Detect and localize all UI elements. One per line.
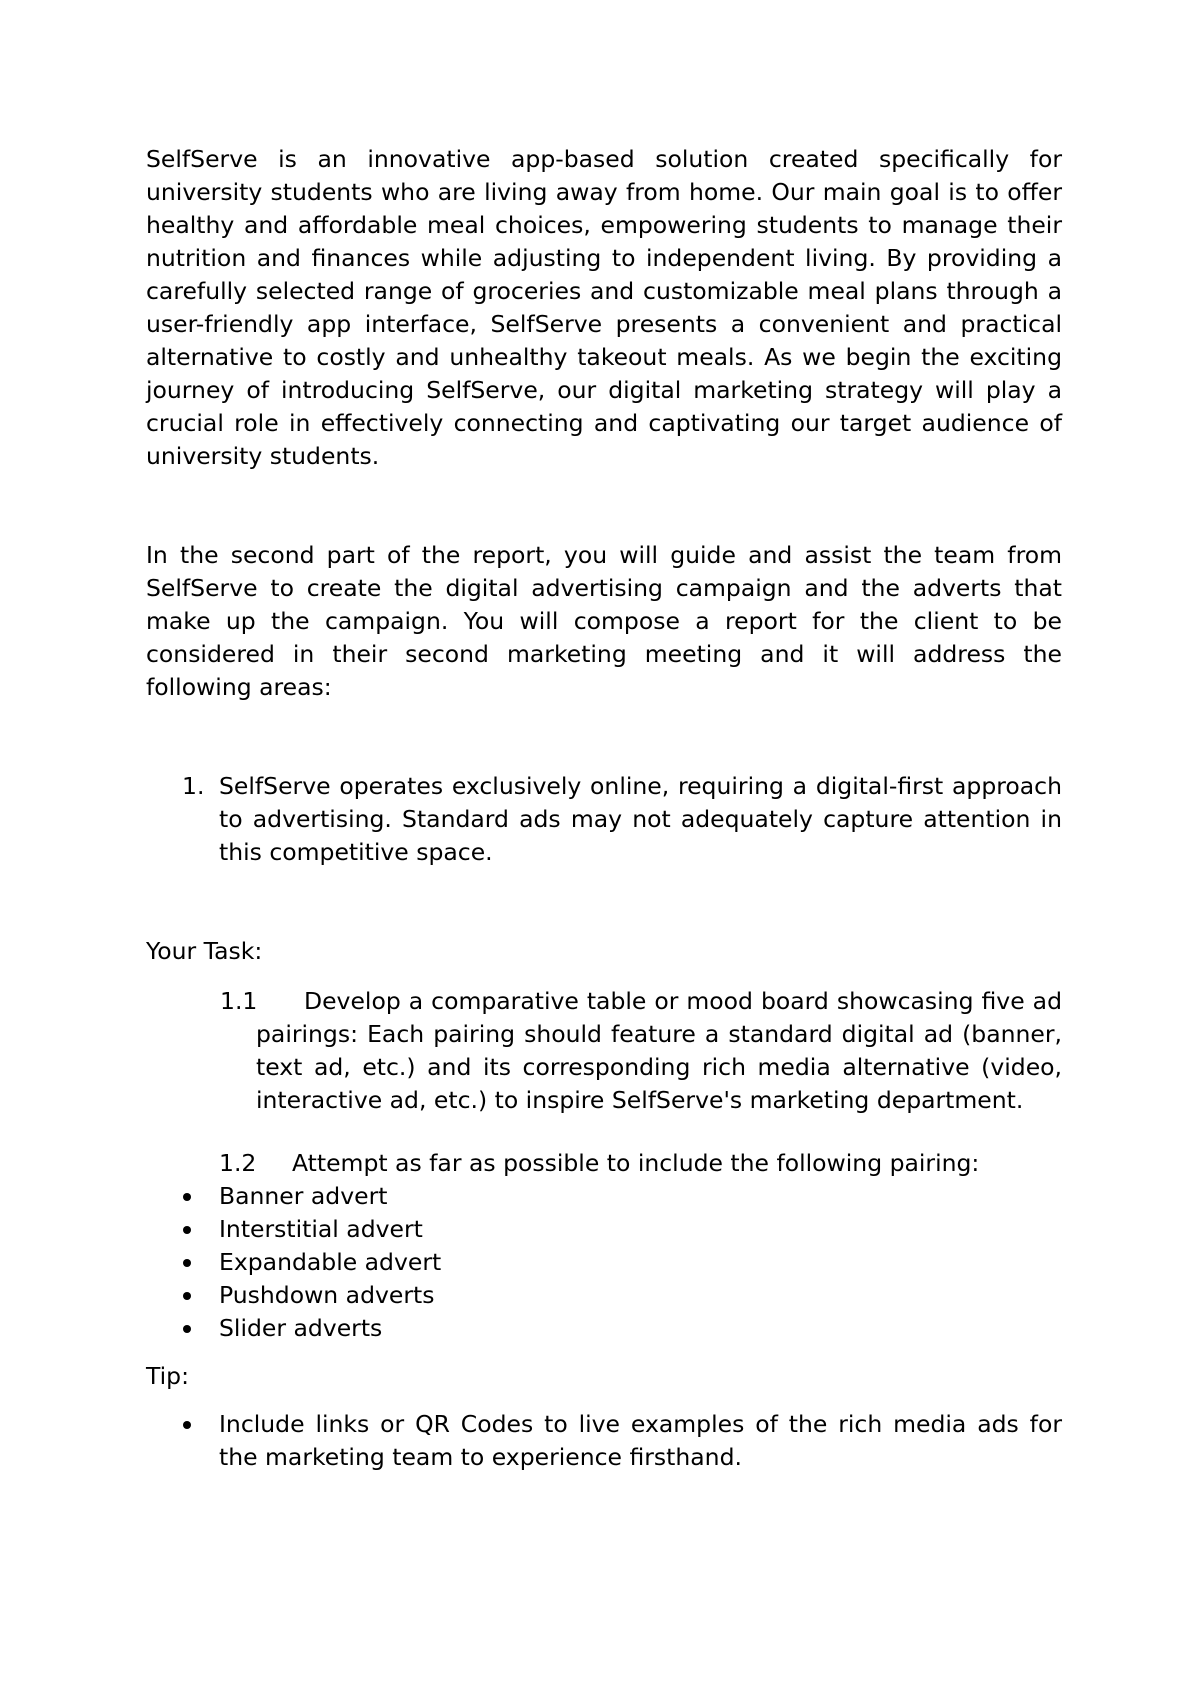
- bullet-icon: [183, 1421, 191, 1429]
- second-part-paragraph: In the second part of the report, you will guide and assist the team from SelfServe to create the digital advertising campaign and the adverts that make up the campaign. You will compose a report for the client to be considered in their second marketing meeting and it will address the following areas:: [146, 541, 1062, 701]
- task-heading: Your Task:: [146, 937, 263, 965]
- list-item: Interstitial advert: [146, 1213, 1062, 1246]
- list-item: Expandable advert: [146, 1246, 1062, 1279]
- list-item: Include links or QR Codes to live examples of the rich media ads for the marketing team to experience firsthand.: [146, 1408, 1062, 1474]
- numbered-item-text: SelfServe operates exclusively online, requiring a digital-first approach to advertising. Standard ads may not adequately capture attention in this competitive space.: [219, 772, 1062, 866]
- task-item-1-1: [146, 985, 1062, 1117]
- bullet-icon: [183, 1259, 191, 1267]
- numbered-item-number: 1.: [182, 772, 205, 800]
- task-item-1-1-text: Develop a comparative table or mood board showcasing five ad pairings: Each pairing should feature a standard digital ad (banner, text ad, etc.) and its corresponding rich media alternative (video, interactive ad, etc.) to inspire SelfServe's marketing department.: [256, 987, 1062, 1114]
- task-item-1-2-text: Attempt as far as possible to include the following pairing:: [292, 1149, 980, 1177]
- tip-list: [146, 1408, 1062, 1474]
- bullet-icon: [183, 1193, 191, 1201]
- list-item: Banner advert: [146, 1180, 1062, 1213]
- document-page: [146, 143, 1062, 1474]
- bullet-icon: [183, 1226, 191, 1234]
- task-item-1-2: [146, 1147, 1062, 1180]
- task-item-1-2-number: 1.2: [219, 1149, 257, 1177]
- list-item: Pushdown adverts: [146, 1279, 1062, 1312]
- intro-paragraph: SelfServe is an innovative app-based solution created specifically for university students who are living away from home. Our main goal is to offer healthy and affordable meal choices, empowering students to manage their nutrition and finances while adjusting to independent living. By providing a carefully selected range of groceries and customizable meal plans through a user-friendly app interface, SelfServe presents a convenient and practical alternative to costly and unhealthy takeout meals. As we begin the exciting journey of introducing SelfServe, our digital marketing strategy will play a crucial role in effectively connecting and captivating our target audience of university students.: [146, 145, 1062, 470]
- bullet-icon: [183, 1292, 191, 1300]
- bullet-icon: [183, 1325, 191, 1333]
- tip-heading: Tip:: [146, 1362, 189, 1390]
- list-item: Slider adverts: [146, 1312, 1062, 1345]
- pairings-list: [146, 1180, 1062, 1345]
- task-item-1-1-number: 1.1: [220, 987, 258, 1015]
- numbered-item-1: [146, 770, 1062, 869]
